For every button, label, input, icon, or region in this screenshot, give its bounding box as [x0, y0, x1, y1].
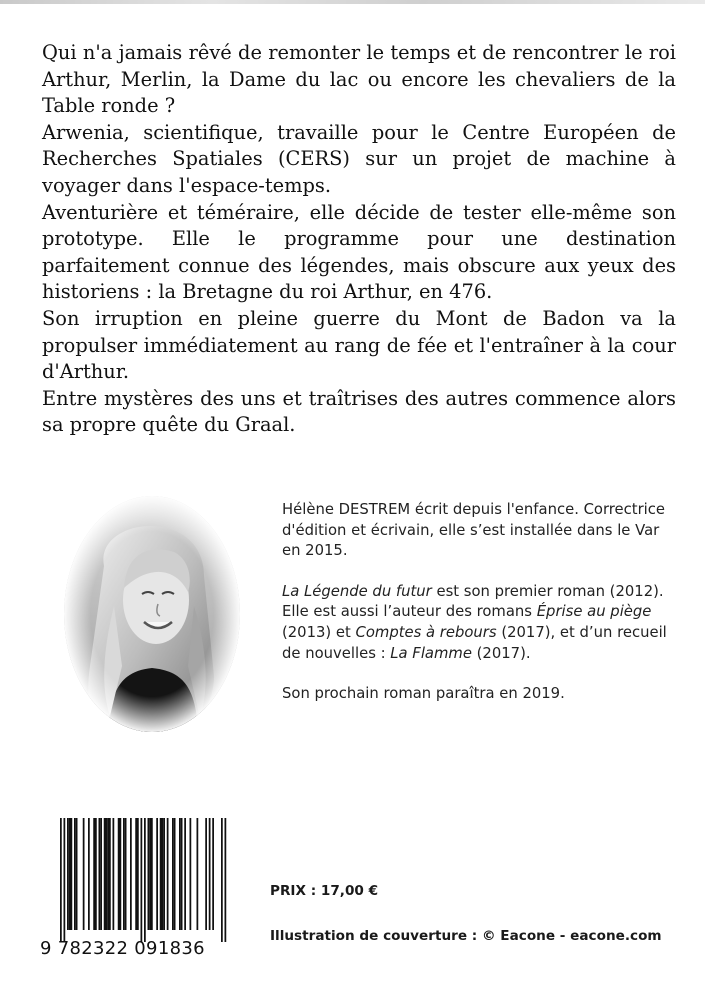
barcode-bar: [184, 818, 186, 930]
barcode-bar: [93, 818, 95, 930]
book-title: Éprise au piège: [536, 603, 652, 621]
barcode-bar: [100, 818, 102, 930]
barcode-bar: [141, 818, 143, 942]
author-bio: [282, 500, 682, 705]
barcode-bar: [109, 818, 111, 930]
bio-paragraph: La Légende du futur est son premier roman (2012).: [282, 582, 664, 600]
barcode-bar: [190, 818, 192, 930]
barcode-bar: [88, 818, 90, 930]
barcode-bar: [67, 818, 69, 930]
isbn-barcode: [40, 818, 232, 959]
back-cover-blurb: [42, 40, 676, 439]
isbn-digits: 9 782322 091836: [40, 938, 205, 959]
barcode-bar: [197, 818, 199, 930]
barcode-bar: [151, 818, 153, 930]
barcode-bar: [160, 818, 162, 930]
blurb-paragraph: Arwenia, scientifique, travaille pour le Centre Européen de Recherches Spatiales (CERS) sur un projet de machine à voyager dans l'espace-temps.: [42, 120, 676, 197]
barcode-bar: [95, 818, 97, 930]
cover-illustration-credit: Illustration de couverture : © Eacone - eacone.com: [270, 928, 662, 944]
barcode-bar: [209, 818, 211, 930]
book-title: La Légende du futur: [282, 582, 432, 600]
barcode-bar: [135, 818, 137, 930]
barcode-bar: [104, 818, 106, 930]
blurb-paragraph: Son irruption en pleine guerre du Mont de Badon va la propulser immédiatement au rang de fée et l'entraîner à la cour d'Arthur.: [42, 306, 676, 384]
barcode-bar: [130, 818, 132, 930]
barcode-bar: [64, 818, 66, 942]
book-title: La Flamme: [390, 644, 472, 662]
top-edge-strip: [0, 0, 705, 4]
book-title: Comptes à rebours: [355, 623, 497, 641]
barcode-bar: [163, 818, 165, 930]
barcode-bar: [179, 818, 181, 930]
barcode-bar: [106, 818, 108, 930]
barcode-bar: [83, 818, 85, 930]
barcode-bar: [118, 818, 120, 930]
author-portrait: [64, 496, 240, 732]
barcode-bar: [113, 818, 115, 930]
bio-paragraph: Son prochain roman paraîtra en 2019.: [282, 685, 565, 703]
bio-paragraph: Elle est aussi l’auteur des romans Éprise au piège (2013) et Comptes à rebours (2017), et d’un recueil de nouvelles : La Flamme (2017).: [282, 603, 667, 662]
author-portrait-image: [64, 496, 240, 732]
barcode-bar: [107, 818, 109, 930]
barcode-bar: [221, 818, 223, 942]
barcode-bar: [174, 818, 176, 930]
barcode-bar: [71, 818, 73, 930]
blurb-paragraph: Aventurière et téméraire, elle décide de tester elle-même son prototype. Elle le programme pour une destination parfaitement connue des légendes, mais obscure aux yeux des historiens : la Bretagne du roi Arthur, en 476.: [42, 200, 676, 304]
barcode-bar: [74, 818, 76, 930]
barcode-bar: [125, 818, 127, 930]
barcode-bar: [149, 818, 151, 930]
barcode-bar: [162, 818, 164, 930]
barcode-bar: [181, 818, 183, 930]
barcode-bar: [225, 818, 227, 942]
blurb-paragraph: Entre mystères des uns et traîtrises des autres commence alors sa propre quête du Graal.: [42, 386, 676, 437]
barcode-bar: [99, 818, 101, 930]
barcode-bar: [60, 818, 62, 942]
barcode-bar: [167, 818, 169, 930]
bio-paragraph: Hélène DESTREM écrit depuis l'enfance. Correctrice d'édition et écrivain, elle s’est installée dans le Var en 2015.: [282, 501, 666, 560]
barcode-bar: [205, 818, 207, 930]
barcode-bar: [212, 818, 214, 930]
barcode-bar: [123, 818, 125, 930]
barcode-bar: [144, 818, 146, 942]
barcode-bar: [172, 818, 174, 930]
barcode-bar: [148, 818, 150, 930]
barcode-bar: [156, 818, 158, 930]
barcode-bar: [69, 818, 71, 930]
barcode-bars: [40, 818, 232, 942]
blurb-paragraph: Qui n'a jamais rêvé de remonter le temps et de rencontrer le roi Arthur, Merlin, la Dame du lac ou encore les chevaliers de la Table ronde ?: [42, 41, 676, 118]
barcode-bar: [76, 818, 78, 930]
price-label: PRIX : 17,00 €: [270, 883, 379, 899]
barcode-bar: [137, 818, 139, 930]
barcode-bar: [120, 818, 122, 930]
